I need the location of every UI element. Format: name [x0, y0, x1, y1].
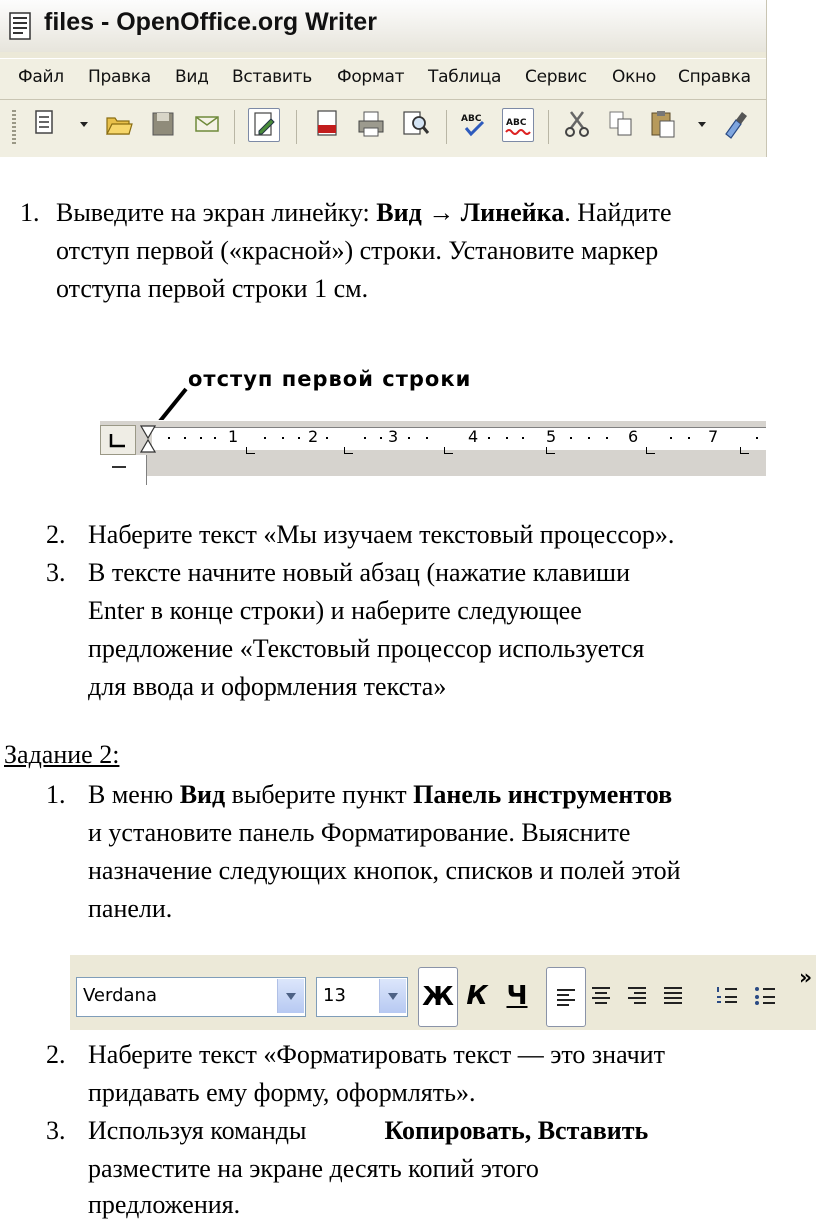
font-size-combo[interactable]	[316, 977, 408, 1017]
task2-item3-line1: Используя команды Копировать, Вставить	[88, 1116, 649, 1145]
task1-item2-line1: Наберите текст «Мы изучаем текстовый процессор».	[88, 520, 675, 549]
task1-item3-line1: В тексте начните новый абзац (нажатие клавиши	[88, 558, 630, 587]
export-pdf-icon[interactable]	[312, 108, 342, 140]
list-number: 1.	[46, 780, 66, 809]
email-icon[interactable]	[192, 108, 222, 140]
list-number: 3.	[46, 558, 66, 587]
edit-mode-icon[interactable]	[248, 108, 280, 142]
writer-document-icon	[8, 12, 34, 40]
align-center-icon[interactable]	[590, 985, 612, 1005]
writer-window	[0, 0, 767, 157]
task1-item1-line3: отступа первой строки 1 см.	[56, 274, 369, 303]
print-icon[interactable]	[356, 108, 386, 140]
underline-button[interactable]: Ч	[506, 981, 528, 1011]
ruler-callout-label: отступ первой строки	[188, 367, 472, 391]
task2-item1-line2: и установите панель Форматирование. Выясните	[88, 818, 631, 847]
align-left-button[interactable]	[546, 967, 586, 1027]
task2-item1-line1: В меню Вид выберите пункт Панель инструментов	[88, 780, 673, 809]
first-line-indent-marker[interactable]	[140, 425, 156, 453]
ruler-number: 4	[468, 427, 479, 446]
toolbar-overflow-icon[interactable]: »	[799, 965, 812, 989]
task2-heading: Задание 2:	[4, 740, 120, 769]
new-document-icon[interactable]	[30, 108, 60, 140]
menu-tools[interactable]: Сервис	[525, 67, 587, 87]
menu-table[interactable]: Таблица	[428, 67, 502, 87]
svg-text:ABC: ABC	[461, 114, 482, 124]
title-bar	[0, 0, 766, 52]
task1-item1-line1: Выведите на экран линейку: Вид → Линейка. Найдите	[56, 198, 672, 227]
paste-dropdown-arrow[interactable]	[698, 122, 706, 127]
ruler-scale	[152, 427, 766, 450]
justify-icon[interactable]	[662, 985, 684, 1005]
list-number: 2.	[46, 520, 66, 549]
task2-item3-line2: разместите на экране десять копий этого	[88, 1154, 539, 1183]
new-dropdown-arrow[interactable]	[80, 122, 88, 127]
ruler-number: 1	[228, 427, 239, 446]
page-preview-icon[interactable]	[400, 108, 430, 140]
vertical-ruler	[100, 455, 147, 485]
ruler-number: 5	[546, 427, 557, 446]
formatting-toolbar	[70, 955, 816, 1030]
list-number: 1.	[20, 198, 40, 227]
cut-icon[interactable]	[562, 108, 592, 140]
list-number: 3.	[46, 1116, 66, 1145]
italic-button[interactable]: К	[466, 981, 488, 1011]
task2-item1-line3: назначение следующих кнопок, списков и полей этой	[88, 856, 681, 885]
tab-type-selector[interactable]	[100, 425, 136, 455]
font-size-value: 13	[323, 985, 346, 1006]
ruler-number: 3	[388, 427, 399, 446]
standard-toolbar	[0, 100, 766, 157]
menu-insert[interactable]: Вставить	[232, 67, 312, 87]
ruler-number: 7	[708, 427, 719, 446]
task2-item2-line1: Наберите текст «Форматировать текст — это значит	[88, 1040, 665, 1069]
open-folder-icon[interactable]	[104, 108, 134, 140]
task2-item3-line3: предложения.	[88, 1190, 241, 1219]
save-icon[interactable]	[148, 108, 178, 140]
ruler-number: 6	[628, 427, 639, 446]
menu-file[interactable]: Файл	[18, 67, 64, 87]
menu-edit[interactable]: Правка	[88, 67, 151, 87]
menu-view[interactable]: Вид	[175, 67, 209, 87]
task1-item1-line2: отступ первой («красной») строки. Установите маркер	[56, 236, 659, 265]
svg-text:ABC: ABC	[506, 118, 527, 128]
font-name-value: Verdana	[83, 985, 157, 1006]
paste-icon[interactable]	[648, 108, 678, 140]
copy-icon[interactable]	[606, 108, 636, 140]
autospellcheck-icon[interactable]	[502, 108, 534, 142]
list-number: 2.	[46, 1040, 66, 1069]
task2-item2-line2: придавать ему форму, оформлять».	[88, 1078, 476, 1107]
task1-item3-line2: Enter в конце строки) и наберите следующее	[88, 596, 582, 625]
task1-item3-line4: для ввода и оформления текста»	[88, 672, 447, 701]
ruler-number: 2	[308, 427, 319, 446]
numbered-list-icon[interactable]	[716, 985, 738, 1005]
bullet-list-icon[interactable]	[754, 985, 776, 1005]
align-right-icon[interactable]	[626, 985, 648, 1005]
task2-item1-line4: панели.	[88, 894, 173, 923]
menu-format[interactable]: Формат	[337, 67, 405, 87]
menu-window[interactable]: Окно	[612, 67, 656, 87]
menu-bar	[0, 58, 766, 100]
clone-formatting-icon[interactable]	[720, 108, 750, 140]
align-left-icon	[555, 987, 577, 1007]
window-title: files - OpenOffice.org Writer	[44, 8, 377, 36]
toolbar-grip[interactable]	[12, 110, 16, 146]
bold-button[interactable]: Ж	[418, 967, 458, 1027]
menu-help[interactable]: Справка	[678, 67, 751, 87]
ruler-illustration	[100, 365, 766, 485]
spellcheck-icon[interactable]	[458, 108, 488, 140]
chevron-down-icon[interactable]	[277, 979, 304, 1013]
task1-item3-line3: предложение «Текстовый процессор используется	[88, 634, 645, 663]
chevron-down-icon[interactable]	[379, 979, 406, 1013]
font-name-combo[interactable]	[76, 977, 306, 1017]
